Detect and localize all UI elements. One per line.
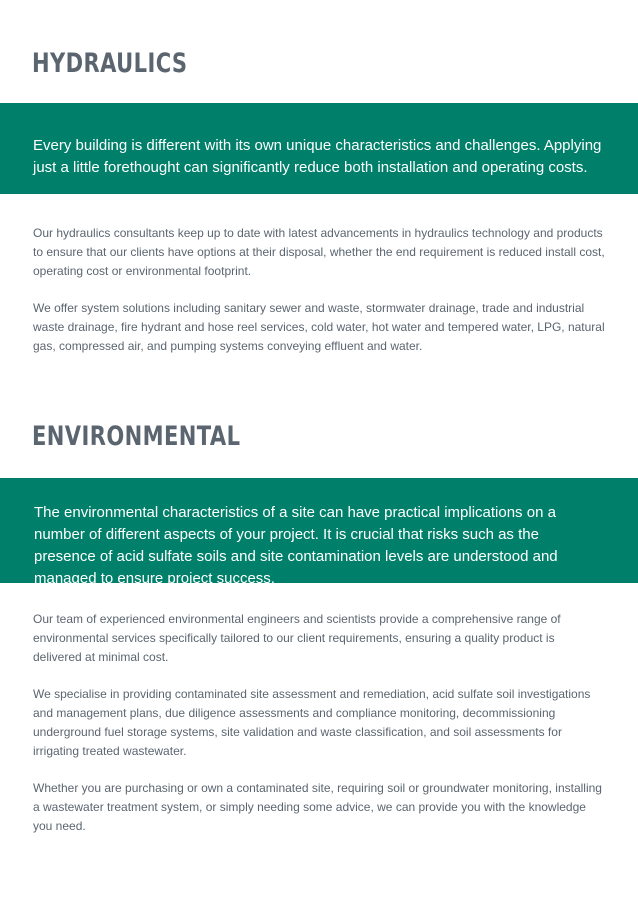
- hydraulics-intro-text: Every building is different with its own unique characteristics and challenges. Applying just a little forethought can significantly reduce both installation and operating costs.: [33, 137, 602, 176]
- environmental-body: [33, 610, 605, 854]
- environmental-paragraph-1: Our team of experienced environmental engineers and scientists provide a comprehensive range of environmental services specifically tailored to our client requirements, ensuring a quality product is delivered at minimal cost.: [33, 612, 561, 664]
- environmental-intro-banner: [0, 478, 638, 587]
- environmental-intro-text: The environmental characteristics of a site can have practical implications on a number of different aspects of your project. It is crucial that risks such as the presence of acid sulfate soils and site contamination levels are understood and managed to ensure project success.: [34, 504, 558, 587]
- hydraulics-paragraph-1: Our hydraulics consultants keep up to date with latest advancements in hydraulics technology and products to ensure that our clients have options at their disposal, whether the end requirement is reduced install cost, operating cost or environmental footprint.: [33, 226, 605, 278]
- environmental-paragraph-2: We specialise in providing contaminated site assessment and remediation, acid sulfate soil investigations and management plans, due diligence assessments and compliance monitoring, decommissioning underground fuel storage systems, site validation and waste classification, and soil assessments for irrigating treated wastewater.: [33, 687, 591, 758]
- environmental-heading: ENVIRONMENTAL: [32, 421, 241, 452]
- hydraulics-paragraph-2: We offer system solutions including sanitary sewer and waste, stormwater drainage, trade and industrial waste drainage, fire hydrant and hose reel services, cold water, hot water and tempered water, LPG, natural gas, compressed air, and pumping systems conveying effluent and water.: [33, 301, 605, 353]
- environmental-paragraph-3: Whether you are purchasing or own a contaminated site, requiring soil or groundwater monitoring, installing a wastewater treatment system, or simply needing some advice, we can provide you with the knowledge you need.: [33, 781, 602, 833]
- hydraulics-heading: HYDRAULICS: [32, 48, 188, 79]
- hydraulics-body: [33, 224, 605, 374]
- hydraulics-intro-banner: [0, 103, 638, 194]
